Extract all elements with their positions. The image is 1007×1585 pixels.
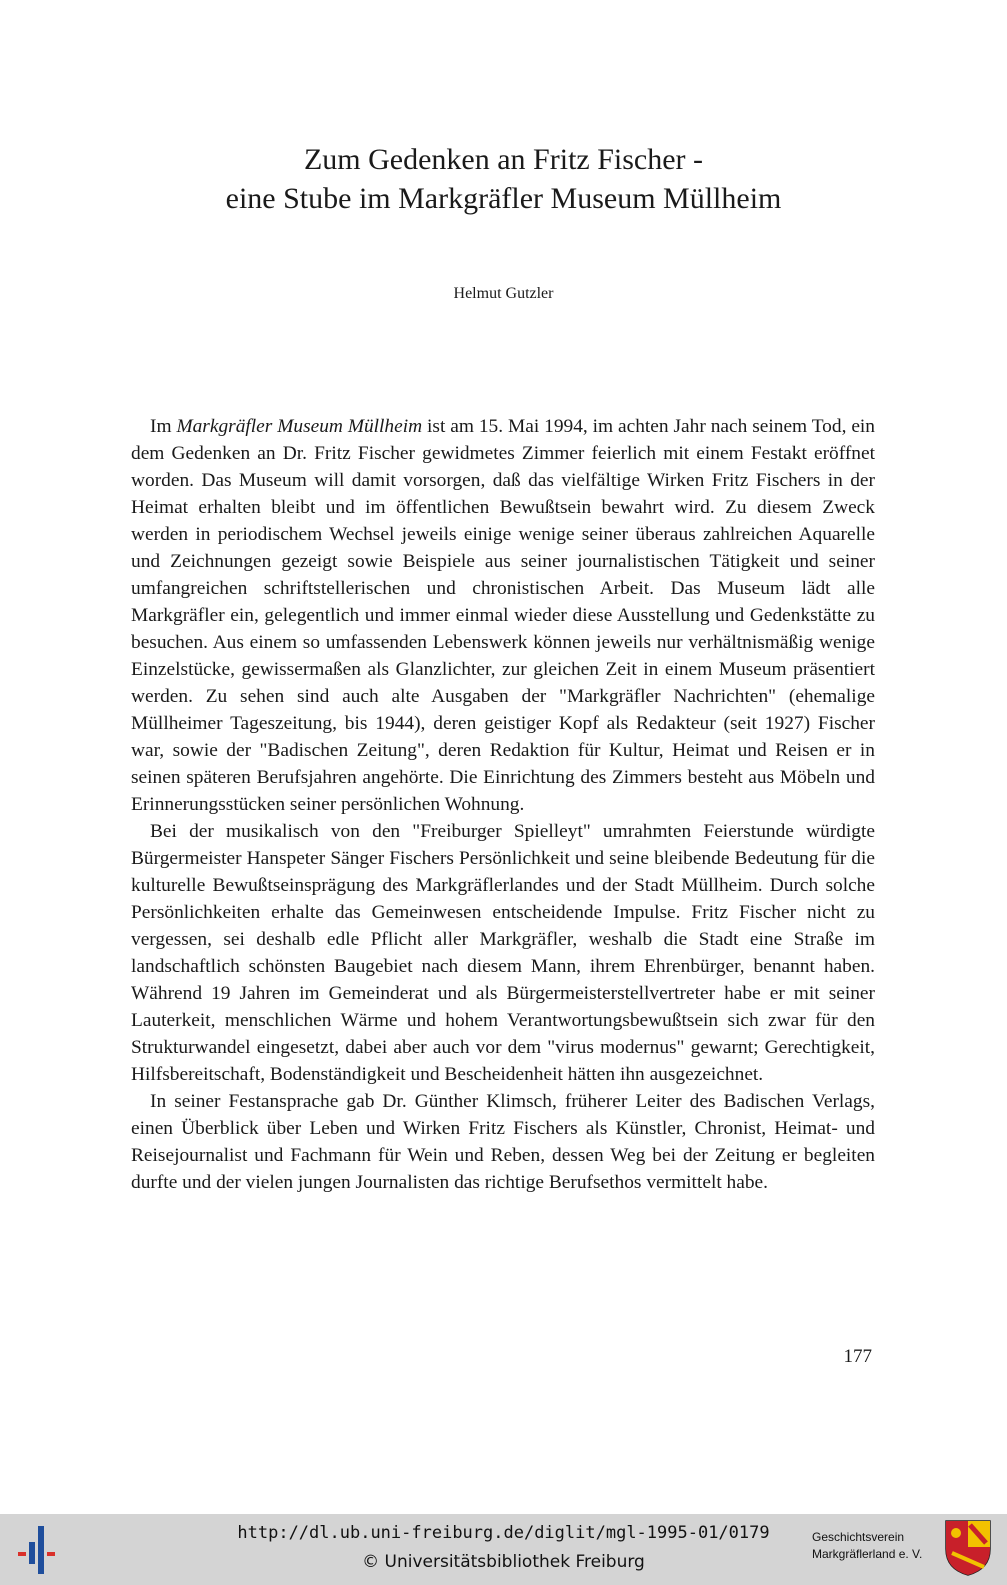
society-line-1: Geschichtsverein	[812, 1530, 905, 1544]
article-title	[0, 140, 1007, 218]
coat-of-arms-icon	[944, 1519, 992, 1577]
paragraph-1-rest: ist am 15. Mai 1994, im achten Jahr nach seinem Tod, ein dem Gedenken an Dr. Fritz Fischer gewidmetes Zimmer feierlich mit einem Festakt eröffnet worden. Das Museum will damit vorsorgen, daß das vielfältige Wirken Fritz Fischers in der Heimat erhalten bleibt und im öffentlichen Bewußtsein bewahrt wird. Zu diesem Zweck werden in periodischem Wechsel jeweils einige wenige seiner überaus zahlreichen Aquarelle und Zeichnungen gezeigt sowie Beispiele aus seiner journalistischen Tätigkeit und seiner umfangreichen schriftstellerischen und chronistischen Arbeit. Das Museum lädt alle Markgräfler ein, gelegentlich und immer einmal wieder diese Ausstellung und Gedenkstätte zu besuchen. Aus einem so umfassenden Lebenswerk können jeweils nur verhältnismäßig wenige Einzelstücke, gewissermaßen als Glanzlichter, zur gleichen Zeit in einem Museum präsentiert werden. Zu sehen sind auch alte Ausgaben der "Markgräfler Nachrichten" (ehemalige Müllheimer Tageszeitung, bis 1944), deren geistiger Kopf als Redakteur (seit 1927) Fischer war, sowie der "Badischen Zeitung", deren Redaktion für Kultur, Heimat und Reisen er in seinen späteren Berufsjahren angehörte. Die Einrichtung des Zimmers besteht aus Möbeln und Erinnerungsstücken seiner persönlichen Wohnung.	[131, 416, 876, 815]
title-line-2: eine Stube im Markgräfler Museum Müllheim	[225, 182, 782, 215]
paragraph-1-start: Im	[150, 416, 177, 437]
society-name	[812, 1529, 942, 1563]
footer-bar	[0, 1514, 1007, 1585]
title-line-1: Zum Gedenken an Fritz Fischer -	[303, 143, 704, 176]
society-line-2: Markgräflerland e. V.	[812, 1547, 923, 1561]
museum-name-italic: Markgräfler Museum Müllheim	[176, 416, 423, 437]
paragraph-3: In seiner Festansprache gab Dr. Günther Klimsch, früherer Leiter des Badischen Verlags, einen Überblick über Leben und Wirken Fritz Fischers als Künstler, Chronist, Heimat- und Reisejournalist und Fachmann für Wein und Reben, dessen Weg bei der Zeitung er begleiten durfte und der vielen jungen Journalisten das richtige Berufsethos vermittelt habe.	[131, 1091, 875, 1193]
author-name: Helmut Gutzler	[453, 285, 554, 302]
paragraph-2: Bei der musikalisch von den "Freiburger Spielleyt" umrahmten Feierstunde würdigte Bürgermeister Hanspeter Sänger Fischers Persönlichkeit und seine bleibende Bedeutung für die kulturelle Bewußtseinsprägung des Markgräflerlandes und der Stadt Müllheim. Durch solche Persönlichkeiten erhalte das Gemeinwesen entscheidende Impulse. Fritz Fischer nicht zu vergessen, sei deshalb edle Pflicht aller Markgräfler, weshalb die Stadt eine Straße im landschaftlich schönsten Baugebiet nach diesem Mann, ihrem Ehrenbürger, benannt haben. Während 19 Jahren im Gemeinderat und als Bürgermeisterstellvertreter habe er mit seiner Lauterkeit, menschlichen Wärme und hohem Verantwortungsbewußtsein sich zwar für den Strukturwandel eingesetzt, dabei aber auch vor dem "virus modernus" gewarnt; Gerechtigkeit, Hilfsbereitschaft, Bodenständigkeit und Bescheidenheit hätten ihn ausgezeichnet.	[131, 821, 875, 1085]
footer-copyright: © Universitätsbibliothek Freiburg	[362, 1552, 645, 1572]
footer-url-link[interactable]: http://dl.ub.uni-freiburg.de/diglit/mgl-1995-01/0179	[237, 1523, 770, 1543]
paragraph-1	[131, 413, 875, 818]
article-body	[131, 413, 875, 1196]
page-number: 177	[843, 1346, 872, 1367]
